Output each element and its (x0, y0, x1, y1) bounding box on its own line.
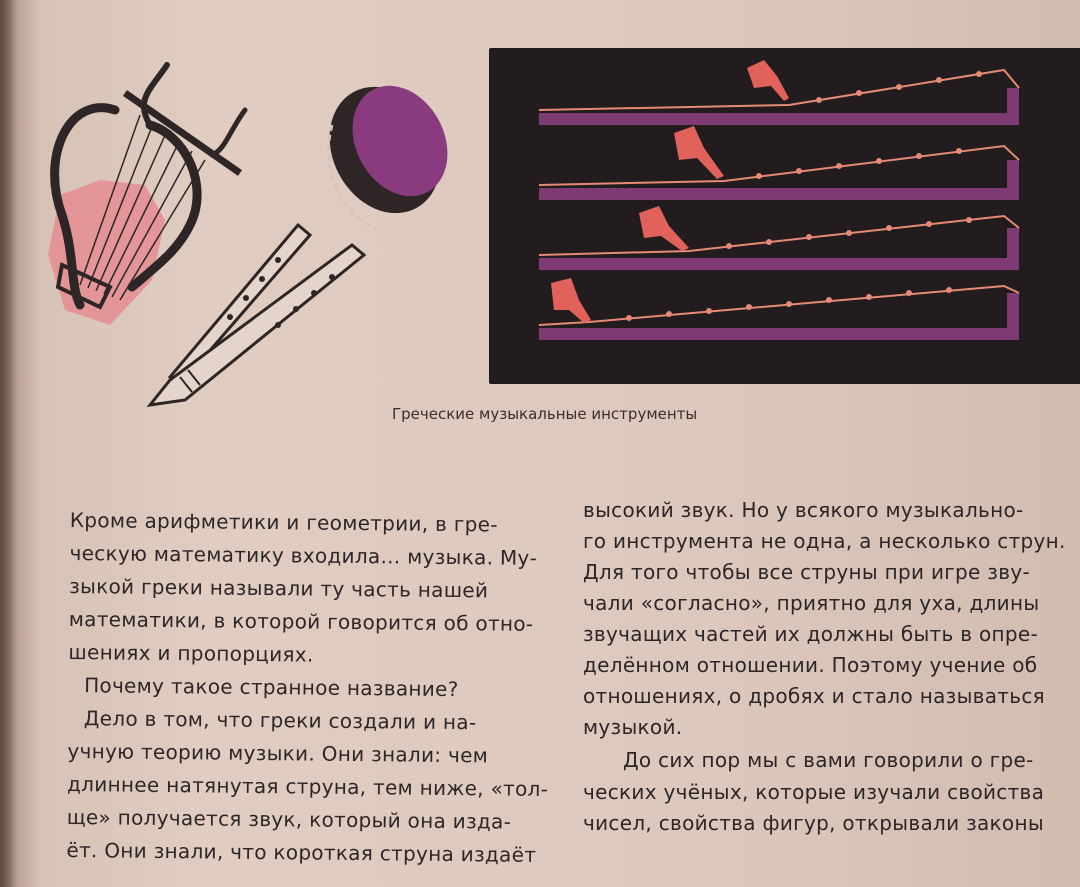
text-line: Для того чтобы все струны при игре зву- (583, 560, 1030, 584)
book-spine-shadow (0, 0, 18, 887)
text-line: отношениях, о дробях и стало называться (583, 684, 1045, 708)
text-line: ще» получается звук, который она изда- (66, 804, 512, 834)
text-line: музыкой. (583, 715, 683, 739)
hand-icon (639, 206, 689, 251)
hand-icon (551, 278, 591, 323)
text-line: ческих учёных, которые изучали свойства (583, 780, 1045, 804)
text-line: Почему такое странное название? (84, 673, 459, 702)
instruments-illustration (40, 55, 480, 415)
text-line: шениях и пропорциях. (68, 639, 314, 667)
text-line: Дело в том, что греки создали и на- (83, 706, 477, 735)
string-row (539, 126, 1019, 200)
text-line: длиннее натянутая струна, тем ниже, «тол- (66, 771, 549, 802)
string-row (539, 206, 1019, 270)
text-line: зыкой греки называли ту часть нашей (69, 573, 489, 603)
text-line: го инструмента не одна, а несколько струн. (583, 529, 1066, 553)
lyre-icon (48, 65, 245, 325)
text-line: учную теорию музыки. Они знали: чем (67, 738, 489, 768)
text-line: До сих пор мы с вами говорили о гре- (623, 748, 1034, 772)
text-line: ёт. Они знали, что короткая струна издаёт (66, 837, 537, 867)
hand-icon (747, 60, 789, 101)
text-line: чисел, свойства фигур, открывали законы (583, 811, 1044, 835)
drum-icon (308, 67, 466, 232)
string-row (539, 278, 1019, 340)
text-line: Кроме арифметики и геометрии, в гре- (69, 508, 498, 537)
text-line: математики, в которой говорится об отно- (68, 606, 534, 636)
text-line: делённом отношении. Поэтому учение об (583, 653, 1038, 677)
figure-caption: Греческие музыкальные инструменты (392, 405, 698, 423)
text-line: высокий звук. Но у всякого музыкально- (583, 498, 1024, 522)
hand-icon (674, 126, 724, 179)
text-line: ческую математику входила... музыка. Му- (69, 540, 538, 570)
text-line: чали «согласно», приятно для уха, длины (583, 591, 1040, 615)
string-row (539, 60, 1019, 125)
monochord-strings-panel (489, 48, 1080, 384)
text-line: звучащих частей их должны быть в опре- (583, 622, 1039, 646)
flute-icon (150, 245, 364, 405)
